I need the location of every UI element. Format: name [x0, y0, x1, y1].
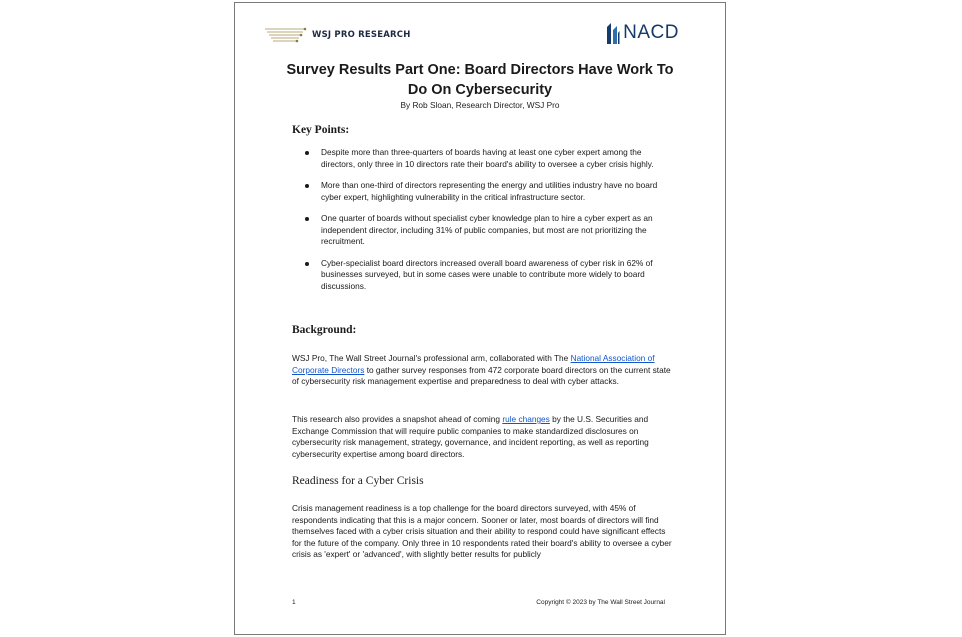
readiness-heading: Readiness for a Cyber Crisis [292, 475, 424, 487]
background-paragraph-1 [292, 353, 672, 388]
list-item [305, 180, 677, 203]
document-title: Survey Results Part One: Board Directors Have Work To Do On Cybersecurity [286, 62, 674, 98]
list-item-text: Despite more than three-quarters of boards having at least one cyber expert among the directors, only three in 10 directors rate their board's ability to oversee a cyber crisis highly. [321, 147, 654, 169]
byline: By Rob Sloan, Research Director, WSJ Pro [400, 100, 560, 110]
nacd-link[interactable]: National Association of Corporate Directors [292, 353, 655, 375]
wsj-lines-icon [265, 26, 309, 44]
wsj-pro-research-logo [265, 25, 411, 45]
list-item [305, 213, 677, 248]
background-heading: Background: [292, 324, 357, 336]
copyright-text: Copyright © 2023 by The Wall Street Journal [536, 599, 665, 606]
paragraph-text: This research also provides a snapshot ahead of coming [292, 414, 503, 424]
rule-changes-link[interactable]: rule changes [502, 414, 550, 424]
bullet-icon [305, 217, 309, 221]
paragraph-text: WSJ Pro, The Wall Street Journal's professional arm, collaborated with The [292, 353, 571, 363]
readiness-paragraph: Crisis management readiness is a top challenge for the board directors surveyed, with 45% of respondents indicating that this is a major concern. Sooner or later, most boards of directors will find themselves faced with a cyber crisis situation and their ability to respond could have significant effects for the future of the company. Only three in 10 respondents rated their board's ability to oversee a cyber crisis as 'expert' or 'advanced', with slightly better results for publicly [292, 503, 672, 559]
document-page [234, 2, 726, 635]
bullet-icon [305, 262, 309, 266]
list-item-text: More than one-third of directors representing the energy and utilities industry have no board cyber expert, highlighting vulnerability in the critical infrastructure sector. [321, 180, 658, 202]
nacd-logo-text: NACD [623, 22, 679, 43]
bullet-icon [305, 184, 309, 188]
list-item [305, 147, 677, 170]
key-points-list [305, 147, 677, 302]
nacd-logo [606, 21, 679, 45]
nacd-mark-icon [606, 21, 620, 45]
page-number: 1 [292, 599, 296, 606]
list-item-text: Cyber-specialist board directors increased overall board awareness of cyber risk in 62% of businesses surveyed, but in some cases were unable to contribute more widely to board discussions. [321, 257, 653, 291]
paragraph-text: to gather survey responses from 472 corporate board directors on the current state of cybersecurity risk management expertise and preparedness to deal with cyber attacks. [292, 364, 671, 386]
bullet-icon [305, 151, 309, 155]
key-points-heading: Key Points: [292, 124, 350, 136]
list-item-text: One quarter of boards without specialist cyber knowledge plan to hire a cyber expert as an independent director, including 31% of public companies, but most are not prioritizing the recruitment. [321, 213, 653, 246]
wsj-logo-text: WSJ PRO RESEARCH [312, 30, 411, 40]
list-item [305, 258, 677, 293]
paragraph-text: by the U.S. Securities and Exchange Commission that will require public companies to make standardized disclosures on cybersecurity risk management, strategy, governance, and incident reporting, as well as reporting cybersecurity expertise among board directors. [292, 414, 649, 459]
background-paragraph-2 [292, 414, 672, 460]
